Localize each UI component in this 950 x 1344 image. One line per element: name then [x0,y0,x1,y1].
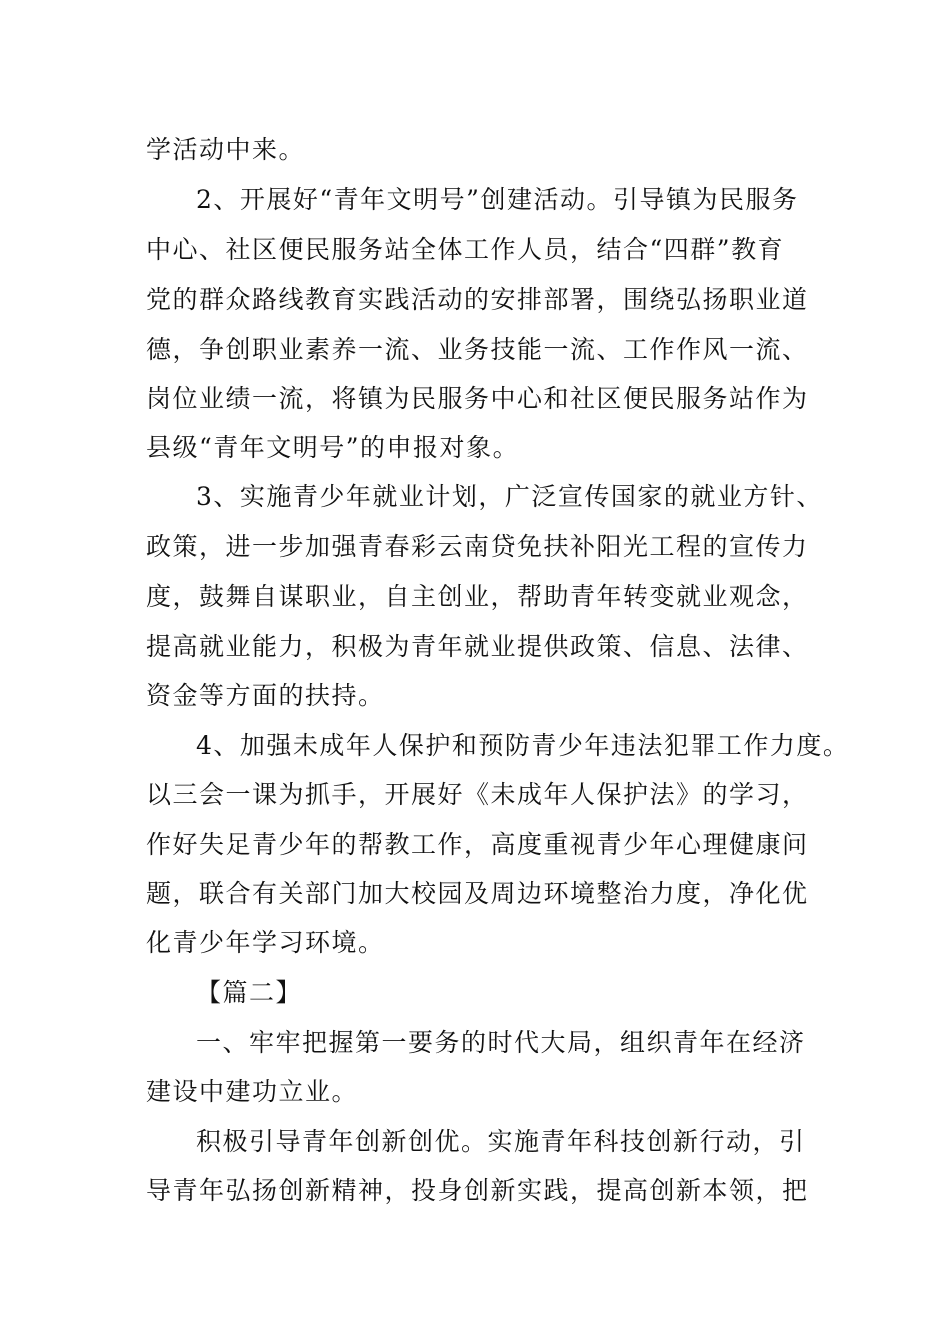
text-line: 3、实施青少年就业计划，广泛宣传国家的就业方针、 [196,482,823,511]
text-line: 学活动中来。 [146,135,306,164]
text-line: 党的群众路线教育实践活动的安排部署，围绕弘扬职业道 [146,285,809,314]
text-line: 德，争创职业素养一流、业务技能一流、工作作风一流、 [146,335,809,364]
text-line: 县级“青年文明号”的申报对象。 [146,433,520,462]
text-line: 岗位业绩一流，将镇为民服务中心和社区便民服务站作为 [146,384,809,413]
text-line: 度，鼓舞自谋职业，自主创业，帮助青年转变就业观念， [146,582,809,611]
text-line: 4、加强未成年人保护和预防青少年违法犯罪工作力度。 [196,731,850,760]
text-line: 一、牢牢把握第一要务的时代大局，组织青年在经济 [196,1028,806,1057]
text-line: 资金等方面的扶持。 [146,681,385,710]
text-line: 化青少年学习环境。 [146,928,385,957]
text-line: 中心、社区便民服务站全体工作人员，结合“四群”教育 [146,235,785,264]
text-line: 提高就业能力，积极为青年就业提供政策、信息、法律、 [146,632,809,661]
text-line: 以三会一课为抓手，开展好《未成年人保护法》的学习， [146,780,809,809]
text-line: 作好失足青少年的帮教工作，高度重视青少年心理健康问 [146,830,809,859]
text-line: 导青年弘扬创新精神，投身创新实践，提高创新本领，把 [146,1176,809,1205]
text-line: 题，联合有关部门加大校园及周边环境整治力度，净化优 [146,879,809,908]
text-line: 2、开展好“青年文明号”创建活动。引导镇为民服务 [196,185,799,214]
text-line: 建设中建功立业。 [146,1077,359,1106]
text-line: 积极引导青年创新创优。实施青年科技创新行动，引 [196,1127,806,1156]
section-heading: 【篇二】 [196,978,303,1007]
text-line: 政策，进一步加强青春彩云南贷免扶补阳光工程的宣传力 [146,532,809,561]
